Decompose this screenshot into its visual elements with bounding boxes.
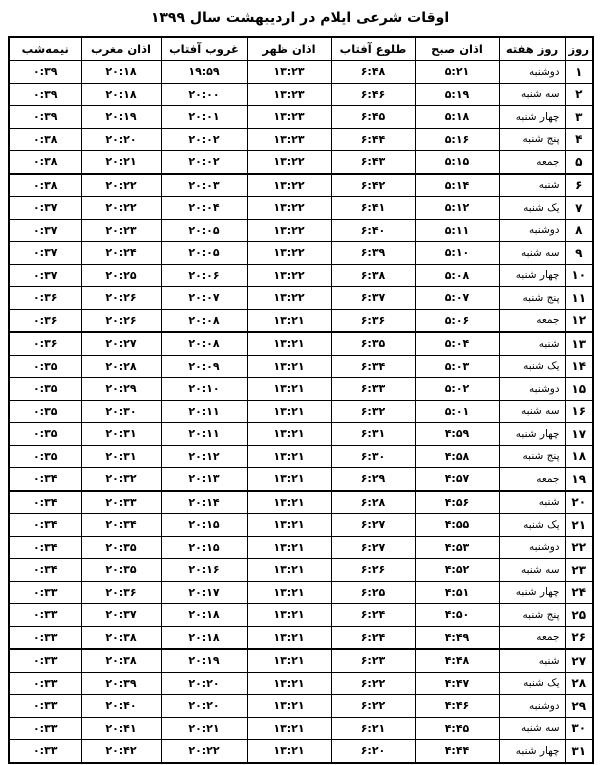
midnight-cell: ۰:۳۷ — [9, 219, 81, 242]
maghrib-cell: ۲۰:۱۸ — [81, 61, 161, 84]
fajr-cell: ۵:۱۴ — [415, 174, 499, 197]
midnight-cell: ۰:۳۵ — [9, 378, 81, 401]
midnight-cell: ۰:۳۷ — [9, 242, 81, 265]
weekday-cell: پنج شنبه — [499, 445, 565, 468]
sunset-cell: ۲۰:۱۶ — [161, 559, 247, 582]
sunrise-cell: ۶:۳۵ — [331, 332, 415, 355]
sunrise-cell: ۶:۲۷ — [331, 514, 415, 537]
sunrise-cell: ۶:۴۶ — [331, 83, 415, 106]
midnight-cell: ۰:۳۳ — [9, 672, 81, 695]
header-maghrib: اذان مغرب — [81, 37, 161, 61]
midnight-cell: ۰:۳۵ — [9, 445, 81, 468]
day-cell: ۱۴ — [565, 355, 593, 378]
day-cell: ۱۱ — [565, 287, 593, 310]
sunrise-cell: ۶:۲۶ — [331, 559, 415, 582]
day-cell: ۱ — [565, 61, 593, 84]
sunrise-cell: ۶:۴۴ — [331, 128, 415, 151]
fajr-cell: ۴:۵۰ — [415, 604, 499, 627]
weekday-cell: دوشنبه — [499, 219, 565, 242]
weekday-cell: یک شنبه — [499, 672, 565, 695]
maghrib-cell: ۲۰:۲۲ — [81, 174, 161, 197]
dhuhr-cell: ۱۳:۲۲ — [247, 197, 331, 220]
weekday-cell: سه شنبه — [499, 559, 565, 582]
weekday-cell: یک شنبه — [499, 355, 565, 378]
dhuhr-cell: ۱۳:۲۱ — [247, 581, 331, 604]
midnight-cell: ۰:۳۴ — [9, 491, 81, 514]
maghrib-cell: ۲۰:۲۹ — [81, 378, 161, 401]
sunset-cell: ۲۰:۰۱ — [161, 106, 247, 129]
midnight-cell: ۰:۳۵ — [9, 355, 81, 378]
header-sunset: غروب آفتاب — [161, 37, 247, 61]
sunrise-cell: ۶:۲۱ — [331, 717, 415, 740]
sunrise-cell: ۶:۲۳ — [331, 649, 415, 672]
dhuhr-cell: ۱۳:۲۲ — [247, 264, 331, 287]
table-row — [9, 491, 593, 514]
weekday-cell: جمعه — [499, 309, 565, 332]
prayer-times-table — [8, 36, 594, 764]
weekday-cell: سه شنبه — [499, 400, 565, 423]
weekday-cell: پنج شنبه — [499, 128, 565, 151]
header-midnight: نیمه‌شب — [9, 37, 81, 61]
table-row — [9, 536, 593, 559]
maghrib-cell: ۲۰:۴۲ — [81, 740, 161, 763]
table-row — [9, 174, 593, 197]
table-row — [9, 400, 593, 423]
dhuhr-cell: ۱۳:۲۲ — [247, 151, 331, 174]
dhuhr-cell: ۱۳:۲۱ — [247, 491, 331, 514]
fajr-cell: ۵:۱۶ — [415, 128, 499, 151]
weekday-cell: پنج شنبه — [499, 287, 565, 310]
dhuhr-cell: ۱۳:۲۱ — [247, 468, 331, 491]
table-row — [9, 740, 593, 763]
sunrise-cell: ۶:۲۴ — [331, 626, 415, 649]
table-row — [9, 287, 593, 310]
dhuhr-cell: ۱۳:۲۳ — [247, 128, 331, 151]
sunrise-cell: ۶:۳۶ — [331, 309, 415, 332]
header-row — [9, 37, 593, 61]
maghrib-cell: ۲۰:۲۶ — [81, 309, 161, 332]
sunset-cell: ۲۰:۰۸ — [161, 309, 247, 332]
sunset-cell: ۲۰:۱۸ — [161, 604, 247, 627]
table-row — [9, 83, 593, 106]
fajr-cell: ۴:۴۷ — [415, 672, 499, 695]
sunset-cell: ۱۹:۵۹ — [161, 61, 247, 84]
fajr-cell: ۴:۵۸ — [415, 445, 499, 468]
maghrib-cell: ۲۰:۲۰ — [81, 128, 161, 151]
table-row — [9, 514, 593, 537]
table-row — [9, 378, 593, 401]
fajr-cell: ۵:۱۹ — [415, 83, 499, 106]
dhuhr-cell: ۱۳:۲۲ — [247, 242, 331, 265]
fajr-cell: ۴:۵۹ — [415, 423, 499, 446]
table-row — [9, 219, 593, 242]
sunset-cell: ۲۰:۰۹ — [161, 355, 247, 378]
fajr-cell: ۵:۰۶ — [415, 309, 499, 332]
dhuhr-cell: ۱۳:۲۱ — [247, 332, 331, 355]
header-sunrise: طلوع آفتاب — [331, 37, 415, 61]
midnight-cell: ۰:۳۳ — [9, 740, 81, 763]
dhuhr-cell: ۱۳:۲۱ — [247, 604, 331, 627]
fajr-cell: ۴:۵۷ — [415, 468, 499, 491]
table-row — [9, 106, 593, 129]
sunrise-cell: ۶:۴۲ — [331, 174, 415, 197]
day-cell: ۲ — [565, 83, 593, 106]
sunset-cell: ۲۰:۰۴ — [161, 197, 247, 220]
sunrise-cell: ۶:۲۴ — [331, 604, 415, 627]
midnight-cell: ۰:۳۷ — [9, 197, 81, 220]
midnight-cell: ۰:۳۵ — [9, 400, 81, 423]
weekday-cell: شنبه — [499, 332, 565, 355]
day-cell: ۱۶ — [565, 400, 593, 423]
dhuhr-cell: ۱۳:۲۳ — [247, 106, 331, 129]
midnight-cell: ۰:۳۶ — [9, 309, 81, 332]
table-row — [9, 309, 593, 332]
weekday-cell: چهار شنبه — [499, 423, 565, 446]
table-row — [9, 355, 593, 378]
table-body — [9, 61, 593, 763]
weekday-cell: شنبه — [499, 491, 565, 514]
sunset-cell: ۲۰:۱۳ — [161, 468, 247, 491]
weekday-cell: سه شنبه — [499, 83, 565, 106]
sunset-cell: ۲۰:۰۳ — [161, 174, 247, 197]
maghrib-cell: ۲۰:۳۸ — [81, 649, 161, 672]
table-row — [9, 695, 593, 718]
weekday-cell: سه شنبه — [499, 717, 565, 740]
midnight-cell: ۰:۳۴ — [9, 536, 81, 559]
sunrise-cell: ۶:۳۰ — [331, 445, 415, 468]
maghrib-cell: ۲۰:۳۱ — [81, 445, 161, 468]
table-row — [9, 672, 593, 695]
sunrise-cell: ۶:۲۸ — [331, 491, 415, 514]
maghrib-cell: ۲۰:۲۱ — [81, 151, 161, 174]
sunset-cell: ۲۰:۰۵ — [161, 219, 247, 242]
sunrise-cell: ۶:۴۳ — [331, 151, 415, 174]
maghrib-cell: ۲۰:۲۵ — [81, 264, 161, 287]
table-row — [9, 151, 593, 174]
maghrib-cell: ۲۰:۱۸ — [81, 83, 161, 106]
sunrise-cell: ۶:۴۵ — [331, 106, 415, 129]
dhuhr-cell: ۱۳:۲۱ — [247, 559, 331, 582]
fajr-cell: ۴:۴۶ — [415, 695, 499, 718]
dhuhr-cell: ۱۳:۲۱ — [247, 309, 331, 332]
fajr-cell: ۴:۵۱ — [415, 581, 499, 604]
midnight-cell: ۰:۳۶ — [9, 287, 81, 310]
day-cell: ۱۳ — [565, 332, 593, 355]
midnight-cell: ۰:۳۶ — [9, 332, 81, 355]
midnight-cell: ۰:۳۳ — [9, 717, 81, 740]
day-cell: ۱۸ — [565, 445, 593, 468]
dhuhr-cell: ۱۳:۲۲ — [247, 219, 331, 242]
maghrib-cell: ۲۰:۳۸ — [81, 626, 161, 649]
midnight-cell: ۰:۳۷ — [9, 264, 81, 287]
fajr-cell: ۴:۴۵ — [415, 717, 499, 740]
sunrise-cell: ۶:۳۸ — [331, 264, 415, 287]
day-cell: ۲۴ — [565, 581, 593, 604]
sunset-cell: ۲۰:۱۵ — [161, 514, 247, 537]
weekday-cell: شنبه — [499, 174, 565, 197]
dhuhr-cell: ۱۳:۲۱ — [247, 514, 331, 537]
fajr-cell: ۵:۱۲ — [415, 197, 499, 220]
fajr-cell: ۵:۰۱ — [415, 400, 499, 423]
midnight-cell: ۰:۳۳ — [9, 649, 81, 672]
sunset-cell: ۲۰:۰۰ — [161, 83, 247, 106]
sunrise-cell: ۶:۲۰ — [331, 740, 415, 763]
maghrib-cell: ۲۰:۳۳ — [81, 491, 161, 514]
header-weekday: روز هفته — [499, 37, 565, 61]
day-cell: ۹ — [565, 242, 593, 265]
sunset-cell: ۲۰:۰۵ — [161, 242, 247, 265]
sunrise-cell: ۶:۳۴ — [331, 355, 415, 378]
fajr-cell: ۴:۵۳ — [415, 536, 499, 559]
fajr-cell: ۵:۰۴ — [415, 332, 499, 355]
day-cell: ۶ — [565, 174, 593, 197]
midnight-cell: ۰:۳۸ — [9, 174, 81, 197]
weekday-cell: چهار شنبه — [499, 106, 565, 129]
weekday-cell: دوشنبه — [499, 695, 565, 718]
dhuhr-cell: ۱۳:۲۲ — [247, 287, 331, 310]
dhuhr-cell: ۱۳:۲۱ — [247, 445, 331, 468]
dhuhr-cell: ۱۳:۲۱ — [247, 649, 331, 672]
sunset-cell: ۲۰:۱۸ — [161, 626, 247, 649]
midnight-cell: ۰:۳۴ — [9, 559, 81, 582]
midnight-cell: ۰:۳۴ — [9, 514, 81, 537]
day-cell: ۱۰ — [565, 264, 593, 287]
dhuhr-cell: ۱۳:۲۱ — [247, 626, 331, 649]
day-cell: ۱۹ — [565, 468, 593, 491]
fajr-cell: ۴:۵۲ — [415, 559, 499, 582]
maghrib-cell: ۲۰:۱۹ — [81, 106, 161, 129]
table-row — [9, 468, 593, 491]
day-cell: ۲۲ — [565, 536, 593, 559]
sunrise-cell: ۶:۲۲ — [331, 695, 415, 718]
fajr-cell: ۵:۱۱ — [415, 219, 499, 242]
maghrib-cell: ۲۰:۳۷ — [81, 604, 161, 627]
dhuhr-cell: ۱۳:۲۲ — [247, 174, 331, 197]
midnight-cell: ۰:۳۳ — [9, 604, 81, 627]
sunrise-cell: ۶:۳۱ — [331, 423, 415, 446]
day-cell: ۲۵ — [565, 604, 593, 627]
midnight-cell: ۰:۳۵ — [9, 423, 81, 446]
weekday-cell: شنبه — [499, 649, 565, 672]
sunset-cell: ۲۰:۱۱ — [161, 423, 247, 446]
table-row — [9, 581, 593, 604]
fajr-cell: ۴:۵۵ — [415, 514, 499, 537]
maghrib-cell: ۲۰:۳۰ — [81, 400, 161, 423]
maghrib-cell: ۲۰:۳۵ — [81, 536, 161, 559]
day-cell: ۱۵ — [565, 378, 593, 401]
sunset-cell: ۲۰:۲۰ — [161, 672, 247, 695]
sunrise-cell: ۶:۴۰ — [331, 219, 415, 242]
table-row — [9, 242, 593, 265]
day-cell: ۲۷ — [565, 649, 593, 672]
day-cell: ۲۱ — [565, 514, 593, 537]
maghrib-cell: ۲۰:۴۱ — [81, 717, 161, 740]
sunset-cell: ۲۰:۱۴ — [161, 491, 247, 514]
table-row — [9, 649, 593, 672]
dhuhr-cell: ۱۳:۲۱ — [247, 695, 331, 718]
table-row — [9, 445, 593, 468]
maghrib-cell: ۲۰:۳۲ — [81, 468, 161, 491]
weekday-cell: چهار شنبه — [499, 581, 565, 604]
midnight-cell: ۰:۳۳ — [9, 626, 81, 649]
weekday-cell: جمعه — [499, 626, 565, 649]
maghrib-cell: ۲۰:۲۸ — [81, 355, 161, 378]
sunset-cell: ۲۰:۱۲ — [161, 445, 247, 468]
weekday-cell: پنج شنبه — [499, 604, 565, 627]
fajr-cell: ۵:۱۵ — [415, 151, 499, 174]
midnight-cell: ۰:۳۹ — [9, 83, 81, 106]
fajr-cell: ۴:۴۹ — [415, 626, 499, 649]
weekday-cell: دوشنبه — [499, 61, 565, 84]
fajr-cell: ۴:۵۶ — [415, 491, 499, 514]
table-row — [9, 717, 593, 740]
maghrib-cell: ۲۰:۲۳ — [81, 219, 161, 242]
dhuhr-cell: ۱۳:۲۱ — [247, 672, 331, 695]
day-cell: ۱۲ — [565, 309, 593, 332]
header-fajr: اذان صبح — [415, 37, 499, 61]
weekday-cell: جمعه — [499, 151, 565, 174]
sunrise-cell: ۶:۳۳ — [331, 378, 415, 401]
day-cell: ۷ — [565, 197, 593, 220]
table-row — [9, 264, 593, 287]
sunrise-cell: ۶:۳۷ — [331, 287, 415, 310]
maghrib-cell: ۲۰:۳۵ — [81, 559, 161, 582]
day-cell: ۳۰ — [565, 717, 593, 740]
day-cell: ۵ — [565, 151, 593, 174]
day-cell: ۲۸ — [565, 672, 593, 695]
sunset-cell: ۲۰:۲۰ — [161, 695, 247, 718]
midnight-cell: ۰:۳۳ — [9, 695, 81, 718]
fajr-cell: ۵:۰۸ — [415, 264, 499, 287]
day-cell: ۲۹ — [565, 695, 593, 718]
fajr-cell: ۵:۰۲ — [415, 378, 499, 401]
maghrib-cell: ۲۰:۲۶ — [81, 287, 161, 310]
dhuhr-cell: ۱۳:۲۱ — [247, 536, 331, 559]
sunset-cell: ۲۰:۱۹ — [161, 649, 247, 672]
sunset-cell: ۲۰:۰۲ — [161, 151, 247, 174]
fajr-cell: ۵:۰۷ — [415, 287, 499, 310]
dhuhr-cell: ۱۳:۲۱ — [247, 378, 331, 401]
fajr-cell: ۵:۱۰ — [415, 242, 499, 265]
midnight-cell: ۰:۳۹ — [9, 61, 81, 84]
fajr-cell: ۴:۴۴ — [415, 740, 499, 763]
weekday-cell: چهار شنبه — [499, 264, 565, 287]
sunset-cell: ۲۰:۲۱ — [161, 717, 247, 740]
sunset-cell: ۲۰:۱۵ — [161, 536, 247, 559]
dhuhr-cell: ۱۳:۲۱ — [247, 717, 331, 740]
weekday-cell: یک شنبه — [499, 197, 565, 220]
sunrise-cell: ۶:۲۹ — [331, 468, 415, 491]
midnight-cell: ۰:۳۸ — [9, 128, 81, 151]
table-row — [9, 423, 593, 446]
maghrib-cell: ۲۰:۳۴ — [81, 514, 161, 537]
midnight-cell: ۰:۳۴ — [9, 468, 81, 491]
sunset-cell: ۲۰:۰۷ — [161, 287, 247, 310]
maghrib-cell: ۲۰:۳۶ — [81, 581, 161, 604]
day-cell: ۴ — [565, 128, 593, 151]
day-cell: ۲۰ — [565, 491, 593, 514]
day-cell: ۲۶ — [565, 626, 593, 649]
day-cell: ۱۷ — [565, 423, 593, 446]
table-row — [9, 61, 593, 84]
weekday-cell: یک شنبه — [499, 514, 565, 537]
sunrise-cell: ۶:۲۵ — [331, 581, 415, 604]
sunrise-cell: ۶:۴۱ — [331, 197, 415, 220]
sunset-cell: ۲۰:۱۰ — [161, 378, 247, 401]
sunset-cell: ۲۰:۰۲ — [161, 128, 247, 151]
dhuhr-cell: ۱۳:۲۱ — [247, 740, 331, 763]
sunrise-cell: ۶:۲۷ — [331, 536, 415, 559]
weekday-cell: سه شنبه — [499, 242, 565, 265]
dhuhr-cell: ۱۳:۲۱ — [247, 355, 331, 378]
fajr-cell: ۵:۱۸ — [415, 106, 499, 129]
table-row — [9, 197, 593, 220]
maghrib-cell: ۲۰:۲۴ — [81, 242, 161, 265]
weekday-cell: دوشنبه — [499, 378, 565, 401]
day-cell: ۳ — [565, 106, 593, 129]
dhuhr-cell: ۱۳:۲۱ — [247, 400, 331, 423]
midnight-cell: ۰:۳۸ — [9, 151, 81, 174]
sunrise-cell: ۶:۳۹ — [331, 242, 415, 265]
dhuhr-cell: ۱۳:۲۳ — [247, 83, 331, 106]
midnight-cell: ۰:۳۳ — [9, 581, 81, 604]
maghrib-cell: ۲۰:۳۹ — [81, 672, 161, 695]
sunset-cell: ۲۰:۱۷ — [161, 581, 247, 604]
fajr-cell: ۵:۰۳ — [415, 355, 499, 378]
maghrib-cell: ۲۰:۲۷ — [81, 332, 161, 355]
weekday-cell: چهار شنبه — [499, 740, 565, 763]
sunrise-cell: ۶:۴۸ — [331, 61, 415, 84]
sunrise-cell: ۶:۲۲ — [331, 672, 415, 695]
dhuhr-cell: ۱۳:۲۳ — [247, 61, 331, 84]
day-cell: ۸ — [565, 219, 593, 242]
day-cell: ۳۱ — [565, 740, 593, 763]
header-day: روز — [565, 37, 593, 61]
sunset-cell: ۲۰:۰۸ — [161, 332, 247, 355]
sunset-cell: ۲۰:۰۶ — [161, 264, 247, 287]
table-row — [9, 626, 593, 649]
fajr-cell: ۴:۴۸ — [415, 649, 499, 672]
table-row — [9, 604, 593, 627]
page-title: اوقات شرعی ایلام در اردیبهشت سال ۱۳۹۹ — [150, 10, 450, 26]
weekday-cell: دوشنبه — [499, 536, 565, 559]
weekday-cell: جمعه — [499, 468, 565, 491]
sunset-cell: ۲۰:۱۱ — [161, 400, 247, 423]
header-dhuhr: اذان ظهر — [247, 37, 331, 61]
table-row — [9, 332, 593, 355]
sunset-cell: ۲۰:۲۲ — [161, 740, 247, 763]
fajr-cell: ۵:۲۱ — [415, 61, 499, 84]
sunrise-cell: ۶:۳۲ — [331, 400, 415, 423]
table-row — [9, 128, 593, 151]
midnight-cell: ۰:۳۹ — [9, 106, 81, 129]
dhuhr-cell: ۱۳:۲۱ — [247, 423, 331, 446]
table-row — [9, 559, 593, 582]
maghrib-cell: ۲۰:۴۰ — [81, 695, 161, 718]
maghrib-cell: ۲۰:۳۱ — [81, 423, 161, 446]
maghrib-cell: ۲۰:۲۲ — [81, 197, 161, 220]
day-cell: ۲۳ — [565, 559, 593, 582]
